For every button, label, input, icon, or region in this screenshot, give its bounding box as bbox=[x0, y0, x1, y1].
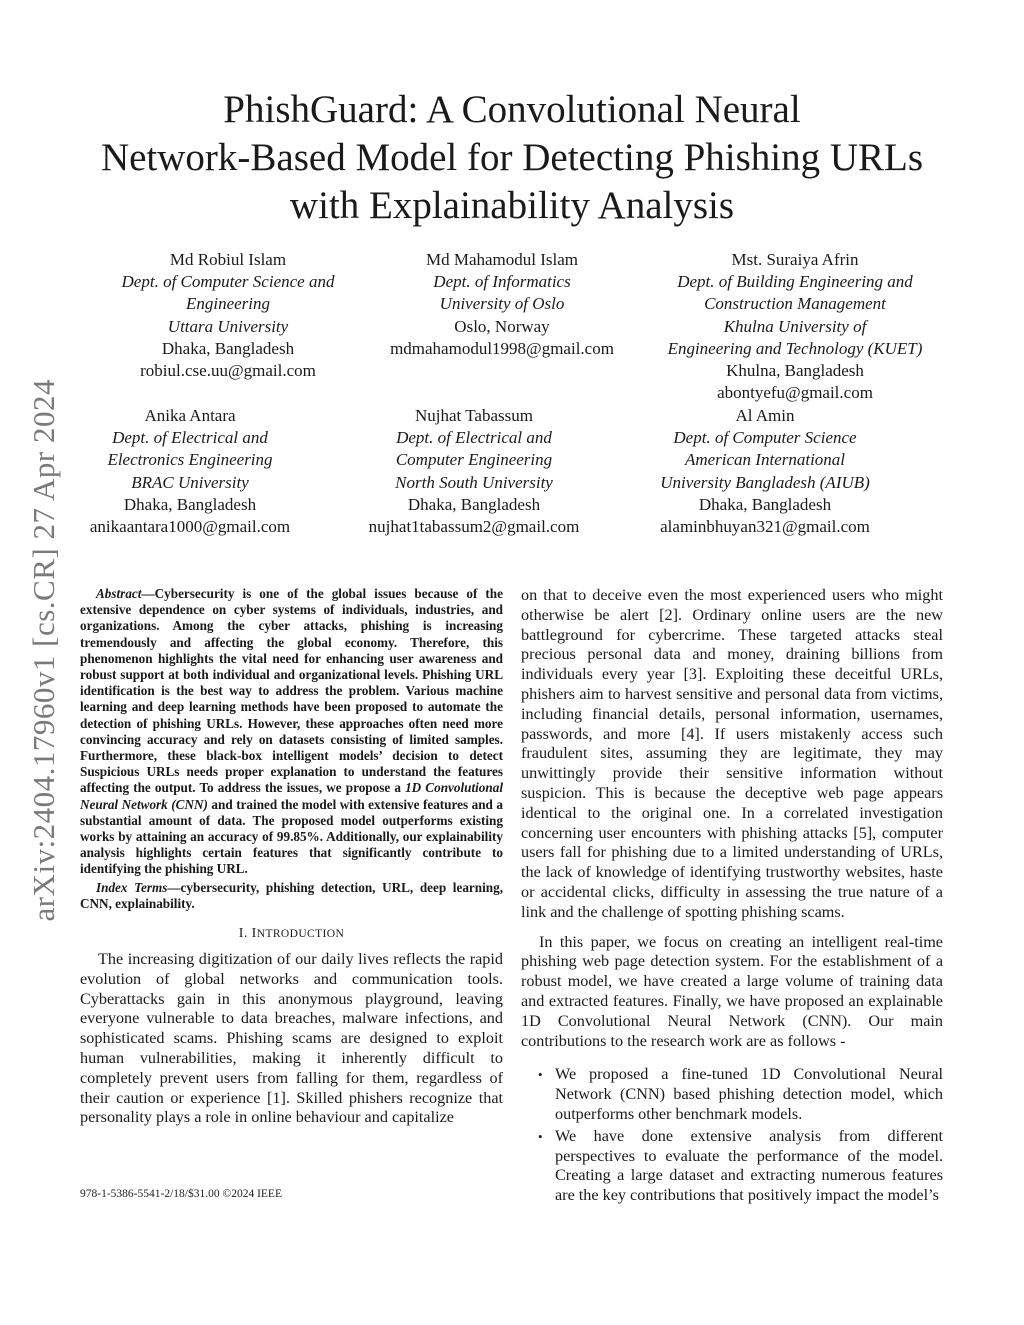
author-name: Md Mahamodul Islam bbox=[425, 250, 579, 269]
author-dept: Computer Engineering bbox=[395, 450, 553, 470]
list-item-text: We have done extensive analysis from different perspectives to evaluate the performance of the model. Creating a large dataset and extracting numerous features are the key contributions that positively impact the model’s bbox=[555, 1126, 943, 1205]
index-terms-lead: Index Terms bbox=[96, 879, 168, 895]
author-location: Dhaka, Bangladesh bbox=[123, 494, 257, 514]
author-dept: Dept. of Informatics bbox=[433, 272, 571, 292]
author-location: Khulna, Bangladesh bbox=[726, 361, 864, 381]
right-column bbox=[521, 586, 943, 1208]
author-org: BRAC University bbox=[131, 472, 249, 492]
author-name: Md Robiul Islam bbox=[169, 250, 287, 269]
author-dept: Electronics Engineering bbox=[107, 450, 273, 470]
author-location: Dhaka, Bangladesh bbox=[161, 338, 295, 358]
arxiv-stamp-text: arXiv:2404.17960v1 [cs.CR] 27 Apr 2024 bbox=[26, 378, 61, 922]
author-block-3 bbox=[642, 249, 948, 404]
author-dept: Construction Management bbox=[704, 294, 886, 314]
author-email: mdmahamodul1998@gmail.com bbox=[390, 338, 614, 358]
author-org: University Bangladesh (AIUB) bbox=[660, 472, 870, 492]
section-title-rest: NTRODUCTION bbox=[256, 928, 345, 941]
author-email: robiul.cse.uu@gmail.com bbox=[140, 361, 316, 381]
author-org: University of Oslo bbox=[439, 294, 565, 314]
author-email: nujhat1tabassum2@gmail.com bbox=[368, 517, 580, 537]
author-org: American International bbox=[684, 450, 846, 470]
author-email: alaminbhuyan321@gmail.com bbox=[660, 517, 870, 537]
author-block-2 bbox=[352, 249, 652, 360]
title-line-3: with Explainability Analysis bbox=[289, 184, 735, 227]
author-dept: Engineering bbox=[185, 294, 271, 314]
section-title-cap: I bbox=[251, 926, 257, 942]
copyright-footer: 978-1-5386-5541-2/18/$31.00 ©2024 IEEE bbox=[80, 1188, 282, 1200]
abstract-lead: Abstract bbox=[96, 586, 142, 601]
author-block-4 bbox=[70, 405, 310, 538]
section-number: I. bbox=[238, 926, 248, 942]
author-org: Engineering and Technology (KUET) bbox=[667, 338, 923, 358]
author-dept: Dept. of Electrical and bbox=[396, 428, 552, 448]
author-name: Mst. Suraiya Afrin bbox=[731, 250, 859, 269]
abstract bbox=[80, 586, 503, 878]
author-dept: Dept. of Building Engineering and bbox=[677, 272, 913, 292]
abstract-text-1: —Cybersecurity is one of the global issues because of the extensive dependence on cyber systems of individuals, industries, and organizations. Among the cyber attacks, phishing is increasing tremendously and affecting the global economy. Therefore, this phenomenon highlights the vital need for enhancing user awareness and robust support at both individual and organizational levels. Phishing URL identification is the best way to address the problem. Various machine learning and deep learning methods have been proposed to automate the detection of phishing URLs. However, these approaches often need more convincing accuracy and rely on datasets consisting of limited samples. Furthermore, these black-box intelligent models’ decision to detect Suspicious URLs needs proper explanation to understand the features affecting the output. To address the issues, we propose a bbox=[80, 586, 503, 796]
abstract-text-2: and trained the model with extensive features and a substantial amount of data. The proposed model outperforms existing works by attaining an accuracy of 99.85%. Additionally, our explainability analysis highlights certain features that significantly contribute to identifying the phishing URL. bbox=[80, 796, 503, 877]
author-location: Dhaka, Bangladesh bbox=[698, 494, 832, 514]
author-name: Al Amin bbox=[735, 406, 795, 425]
paper-title bbox=[70, 86, 954, 230]
contributions-list bbox=[521, 1065, 943, 1206]
author-name: Anika Antara bbox=[144, 406, 236, 425]
index-terms-text: —cybersecurity, phishing detection, URL, deep learning, CNN, explainability. bbox=[80, 879, 503, 911]
author-org: Uttara University bbox=[167, 316, 289, 336]
list-item bbox=[538, 1065, 943, 1124]
author-org: North South University bbox=[395, 472, 553, 492]
author-dept: Dept. of Electrical and bbox=[112, 428, 268, 448]
title-line-2: Network-Based Model for Detecting Phishing URLs bbox=[100, 136, 924, 179]
author-location: Oslo, Norway bbox=[454, 316, 550, 336]
author-block-6 bbox=[634, 405, 896, 538]
author-dept: Dept. of Computer Science and bbox=[121, 272, 335, 292]
index-terms bbox=[80, 880, 503, 912]
author-name: Nujhat Tabassum bbox=[415, 406, 533, 425]
list-item bbox=[538, 1126, 943, 1206]
arxiv-stamp bbox=[14, 350, 74, 950]
abstract-emphasis: 1D Convolutional Neural Network (CNN) bbox=[80, 780, 503, 812]
author-org: Khulna University of bbox=[723, 316, 867, 336]
body-paragraph-continued: on that to deceive even the most experienced users who might otherwise be alert [2]. Ordinary online users are the new battleground for cybercrime. These targeted attacks steal precious personal data and money, draining billions from individuals every year [3]. Exploiting these deceitful URLs, phishers aim to harvest sensitive and personal data from victims, including financial details, personal information, usernames, passwords, and more [4]. If users mistakenly access such fraudulent sites, assuming they are legitimate, they may unwittingly provide their sensitive information without suspicion. This is because the deceptive web page appears identical to the original one. In a correlated investigation concerning user encounters with phishing attacks [5], computer users fall for phishing due to a limited understanding of URLs, the lack of knowledge of identifying trustworthy websites, haste or accidental clicks, difficulty in assessing the true nature of a link and the challenge of spotting phishing scams. bbox=[521, 586, 943, 921]
author-email: anikaantara1000@gmail.com bbox=[89, 517, 291, 537]
left-column bbox=[80, 586, 503, 1128]
author-block-5 bbox=[344, 405, 604, 538]
author-dept: Dept. of Computer Science bbox=[673, 428, 857, 448]
section-heading bbox=[80, 926, 503, 942]
title-line-1: PhishGuard: A Convolutional Neural bbox=[223, 88, 801, 131]
author-location: Dhaka, Bangladesh bbox=[407, 494, 541, 514]
author-block-1 bbox=[80, 249, 376, 382]
body-paragraph: In this paper, we focus on creating an intelligent real-time phishing web page detection system. For the establishment of a robust model, we have created a large volume of training data and extracted features. Finally, we have proposed an explainable 1D Convolutional Neural Network (CNN). Our main contributions to the research work are as follows - bbox=[521, 932, 943, 1050]
intro-paragraph: The increasing digitization of our daily lives reflects the rapid evolution of global networks and communication tools. Cyberattacks gain in this anonymous playground, leaving everyone vulnerable to data breaches, malware infections, and sophisticated scams. Phishing scams are designed to exploit human vulnerabilities, making it inherently difficult to completely prevent users from falling for them, regardless of their caution or experience [1]. Skilled phishers recognize that personality plays a role in online behaviour and capitalize bbox=[80, 950, 503, 1127]
bullet-icon: • bbox=[538, 1067, 543, 1083]
list-item-text: We proposed a fine-tuned 1D Convolutional Neural Network (CNN) based phishing detection model, which outperforms other benchmark models. bbox=[555, 1065, 943, 1123]
bullet-icon: • bbox=[538, 1128, 543, 1144]
author-email: abontyefu@gmail.com bbox=[717, 383, 873, 403]
